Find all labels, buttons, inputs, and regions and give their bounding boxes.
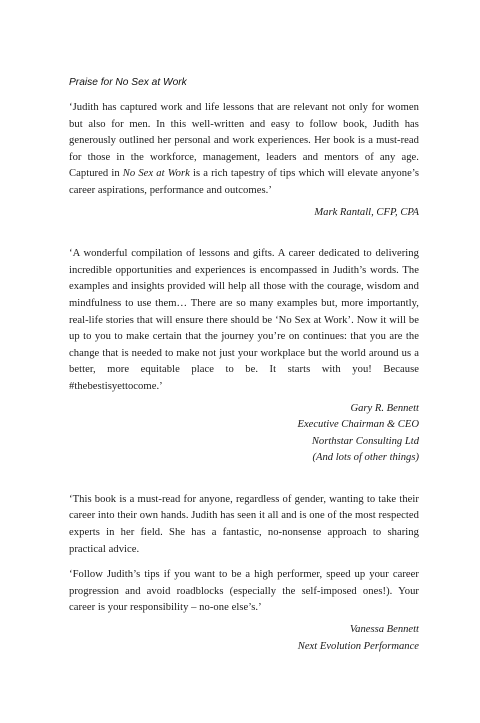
attribution-company: Northstar Consulting Ltd — [311, 435, 419, 447]
attribution-name: Gary R. Bennett — [350, 402, 419, 414]
attribution-name: Vanessa Bennett — [349, 624, 419, 636]
attribution-note: (And lots of other things) — [312, 452, 419, 464]
testimonial-gary-bennett — [69, 246, 419, 467]
quote-text: ‘Judith has captured work and life lessons that are relevant not only for women but also for men. In this well-written and easy to follow book, Judith has generously outlined her personal and work experiences. Her book is a must-read for those in the workforce, management, leaders and mentors of any age. Captured in — [69, 102, 419, 180]
testimonial-text: ‘A wonderful compilation of lessons and gifts. A career dedicated to delivering incredible opportunities and experiences is encompassed in Judith’s words. The examples and insights provided will help all those with the courage, wisdom and mindfulness to use them… There are so many examples but, more importantly, real-life stories that will ensure there should be ‘No Sex at Work’. Now it will be up to you to make certain that the journey you’re on continues: that you are the change that is needed to make not just your workplace but the world around us a better, more equitable place to be. It starts with you! Because #thebestisyettocome.’ — [69, 248, 419, 392]
quote-text: is a rich tapestry of tips which will elevate anyone’s career aspirations, performance and outcomes.’ — [69, 168, 420, 196]
page-heading: Praise for No Sex at Work — [69, 77, 187, 88]
testimonial-text: ‘This book is a must-read for anyone, regardless of gender, wanting to take their career into their own hands. Judith has seen it all and is one of the most respected experts in her field. She has a fantastic, no-nonsense approach to sharing practical advice. — [69, 493, 419, 555]
attribution-name: Mark Rantall, CFP, CPA — [314, 206, 419, 218]
testimonial-text — [69, 100, 419, 200]
attribution-title: Executive Chairman & CEO — [297, 419, 419, 431]
testimonial-vanessa-bennett — [69, 492, 419, 655]
book-title-italic: No Sex at Work — [122, 168, 190, 180]
testimonial-text: ‘Follow Judith’s tips if you want to be a high performer, speed up your career progression and avoid roadblocks (especially the self-imposed ones!). Your career is your responsibility – no-one else’s.’ — [69, 569, 419, 614]
praise-page — [69, 76, 419, 655]
attribution-company: Next Evolution Performance — [297, 640, 419, 652]
testimonial-rantall — [69, 100, 419, 221]
